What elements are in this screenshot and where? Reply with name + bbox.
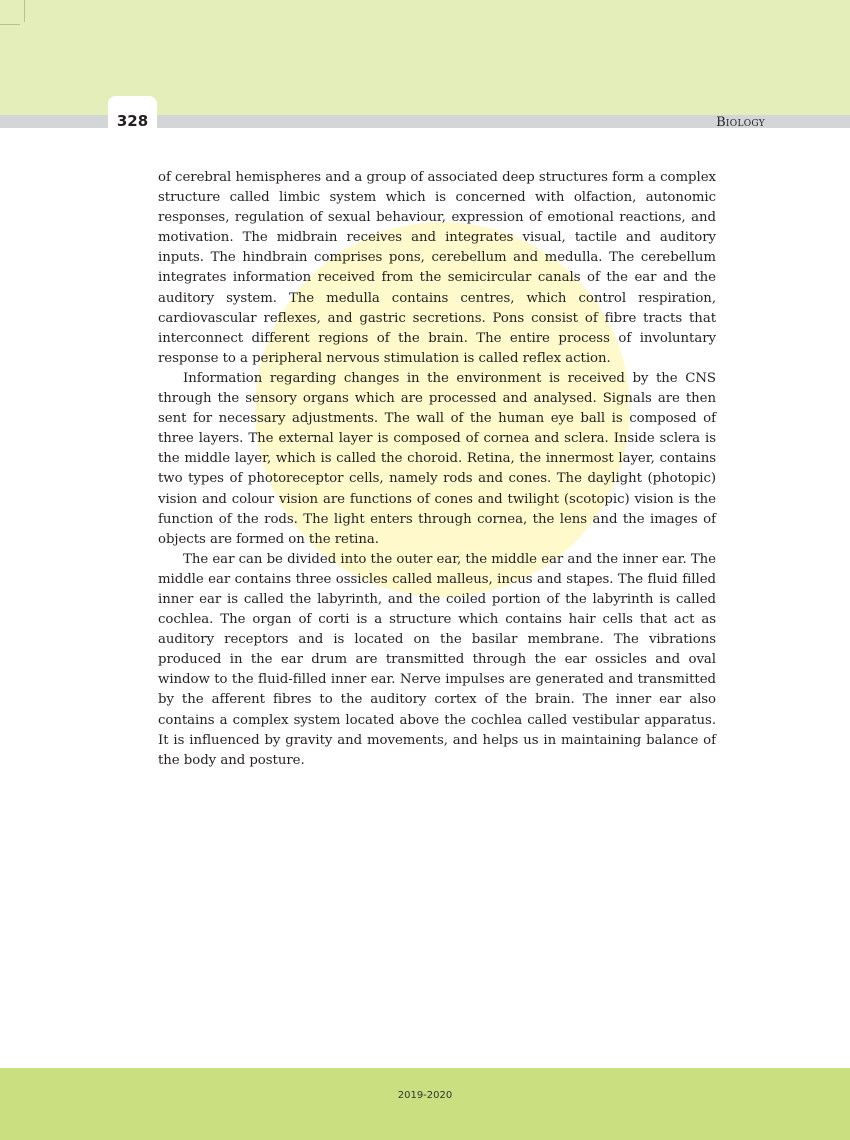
bottom-band (0, 1068, 850, 1140)
running-header-subject: Biology (716, 115, 765, 130)
body-text (158, 168, 716, 771)
paragraph-brain: of cerebral hemispheres and a group of associated deep structures form a complex structure called limbic system which is concerned with olfaction, autonomic responses, regulation of sexual behaviour, expression of emotional reactions, and motivation. The midbrain receives and integrates visual, tactile and auditory inputs. The hindbrain comprises pons, cerebellum and medulla. The cerebellum integrates information received from the semicircular canals of the ear and the auditory system. The medulla contains centres, which control respiration, cardiovascular reflexes, and gastric secretions. Pons consist of fibre tracts that interconnect different regions of the brain. The entire process of involuntary response to a peripheral nervous stimulation is called reflex action. (158, 170, 716, 366)
footer-year: 2019-2020 (397, 1090, 453, 1101)
crop-mark-top-left-horizontal (0, 24, 20, 25)
paragraph-eye: Information regarding changes in the environment is received by the CNS through the sensory organs which are processed and analysed. Signals are then sent for necessary adjustments. The wall of the human eye ball is composed of three layers. The external layer is composed of cornea and sclera. Inside sclera is the middle layer, which is called the choroid. Retina, the innermost layer, contains two types of photoreceptor cells, namely rods and cones. The daylight (photopic) vision and colour vision are functions of cones and twilight (scotopic) vision is the function of the rods. The light enters through cornea, the lens and the images of objects are formed on the retina. (158, 370, 716, 547)
crop-mark-top-left-vertical (24, 0, 25, 22)
paragraph-ear: The ear can be divided into the outer ear, the middle ear and the inner ear. The middle ear contains three ossicles called malleus, incus and stapes. The fluid filled inner ear is called the labyrinth, and the coiled portion of the labyrinth is called cochlea. The organ of corti is a structure which contains hair cells that act as auditory receptors and is located on the basilar membrane. The vibrations produced in the ear drum are transmitted through the ear ossicles and oval window to the fluid-filled inner ear. Nerve impulses are generated and transmitted by the afferent fibres to the auditory cortex of the brain. The inner ear also contains a complex system located above the cochlea called vestibular apparatus. It is influenced by gravity and movements, and helps us in maintaining balance of the body and posture. (158, 551, 716, 768)
page-number: 328 (116, 112, 149, 130)
